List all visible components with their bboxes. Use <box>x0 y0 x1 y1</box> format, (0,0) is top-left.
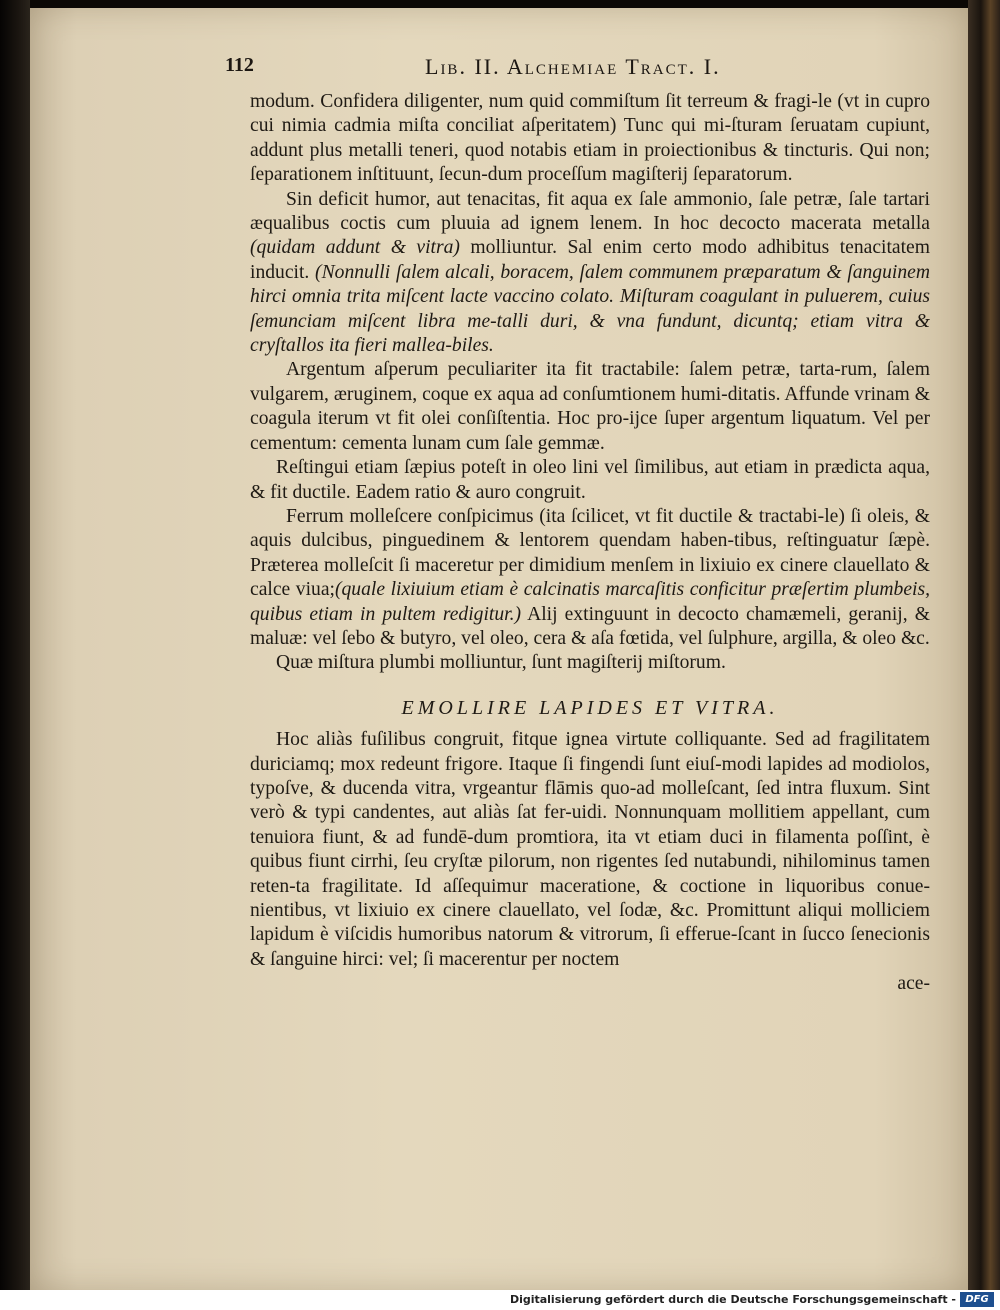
footer-credit: Digitalisierung gefördert durch die Deutsche Forschungsgemeinschaft - <box>509 1293 956 1306</box>
paragraph-2-text: Sin deficit humor, aut tenacitas, fit aqua ex ſale ammonio, ſale petræ, ſale tartari æqualibus coctis cum pluuia ad ignem lenem. In hoc decocto macerata metalla <box>250 188 930 235</box>
catchword: ace- <box>897 973 930 995</box>
paragraph-5-text: Ferrum molleſcere conſpicimus (ita ſcilicet, vt fit ductile & tractabi-le) ſi oleis, & aquis dulcibus, pinguedinem & lentorem quendam haben-tibus, reſtinguatur ſæpè. Præterea molleſcit ſi maceretur per dimidium menſem in lixiuio ex cinere clauellato & calce viua; <box>250 505 930 601</box>
book-binding-right <box>968 0 1000 1290</box>
paragraph-4: Reſtingui etiam ſæpius poteſt in oleo lini vel ſimilibus, aut etiam in prædicta aqua, & fit ductile. Eadem ratio & auro congruit. <box>250 457 930 503</box>
paragraph-5-italic: (quale lixiuium etiam è calcinatis marcaſitis conficitur præſertim plumbeis, quibus etiam in pultem redigitur.) <box>250 579 930 625</box>
section-paragraph: Hoc aliàs fuſilibus congruit, fitque ignea virtute colliquante. Sed ad fragilitatem duriciamq; mox redeunt frigore. Itaque ſi fingendi ſunt eiuſ-modi lapides ad modiolos, typoſve, & ducenda vitra, vrgeantur flāmis quo-ad molleſcant, ſed intra fluxum. Sint verò & typi candentes, aut aliàs ſat fer-uidi. Nonnunquam mollitiem appellant, cum tenuiora fiunt, & ad fundē-dum promtiora, ita vt etiam duci in filamenta poſſint, è quibus fiunt cirrhi, ſeu cryſtæ pilorum, non rigentes ſed nutabundi, nihilominus tamen reten-ta fragilitate. Id aſſequimur maceratione, & coctione in liquoribus conue-nientibus, vt lixiuio ex cinere clauellato, vel ſodæ, &c. Promittunt aliqui molliciem lapidum è viſcidis humoribus natorum & vitrorum, ſi efferue-ſcant in ſucco ſenecionis & ſanguine hirci: vel; ſi macerentur per noctem <box>250 729 930 970</box>
paragraph-5-rest: Alij extinguunt in decocto chamæmeli, geranij, & maluæ: vel ſebo & butyro, vel oleo, cera & aſa fœtida, vel ſulphure, argilla, & oleo &c. <box>250 603 930 649</box>
section-heading: EMOLLIRE LAPIDES ET VITRA. <box>401 696 779 719</box>
book-binding-left <box>0 0 30 1290</box>
paragraph-1: modum. Confidera diligenter, num quid commiſtum ſit terreum & fragi-le (vt in cupro cui nimia cadmia miſta conciliat aſperitatem) Tunc qui mi-ſturam ſeruatam cupiunt, addunt plus metalli teneri, quod notabis etiam in proiectionibus & tincturis. Qui non; ſeparationem inſtituunt, ſecun-dum proceſſum magiſterij ſeparatorum. <box>250 91 930 186</box>
running-title: Lib. II. Alchemiae Tract. I. <box>425 54 721 79</box>
paragraph-2-rest: molliuntur. Sal enim certo modo adhibitus tenacitatem inducit. <box>250 237 930 283</box>
paragraph-2 <box>250 188 930 359</box>
page-number: 112 <box>225 54 254 76</box>
running-head <box>225 54 805 88</box>
paragraph-2-italic-note: (Nonnulli ſalem alcali, boracem, ſalem communem præparatum & ſanguinem hirci omnia trita miſcent lacte vaccino colato. Miſturam coagulant in puluerem, cuius ſemunciam miſcent libra me-talli duri, & vna fundunt, dicuntq; etiam vitra & cryſtallos ita fieri mallea-biles. <box>250 261 930 357</box>
paragraph-3: Argentum aſperum peculiariter ita fit tractabile: ſalem petræ, tarta-rum, ſalem vulgarem, æruginem, coque ex aqua ad conſumtionem humi-ditatis. Affunde vrinam & coagula iterum vt fit olei conſiſtentia. Hoc pro-ijce ſuper argentum liquatum. Vel per cementum: cementa lunam cum ſale gemmæ. <box>250 359 930 454</box>
footer-bar <box>0 1290 1000 1310</box>
dfg-logo-icon: DFG <box>960 1292 994 1307</box>
paragraph-5 <box>250 505 930 651</box>
main-text <box>250 90 930 997</box>
paragraph-6: Quæ miſtura plumbi molliuntur, ſunt magiſterij miſtorum. <box>276 652 726 674</box>
paragraph-2-italic: (quidam addunt & vitra) <box>250 237 460 259</box>
